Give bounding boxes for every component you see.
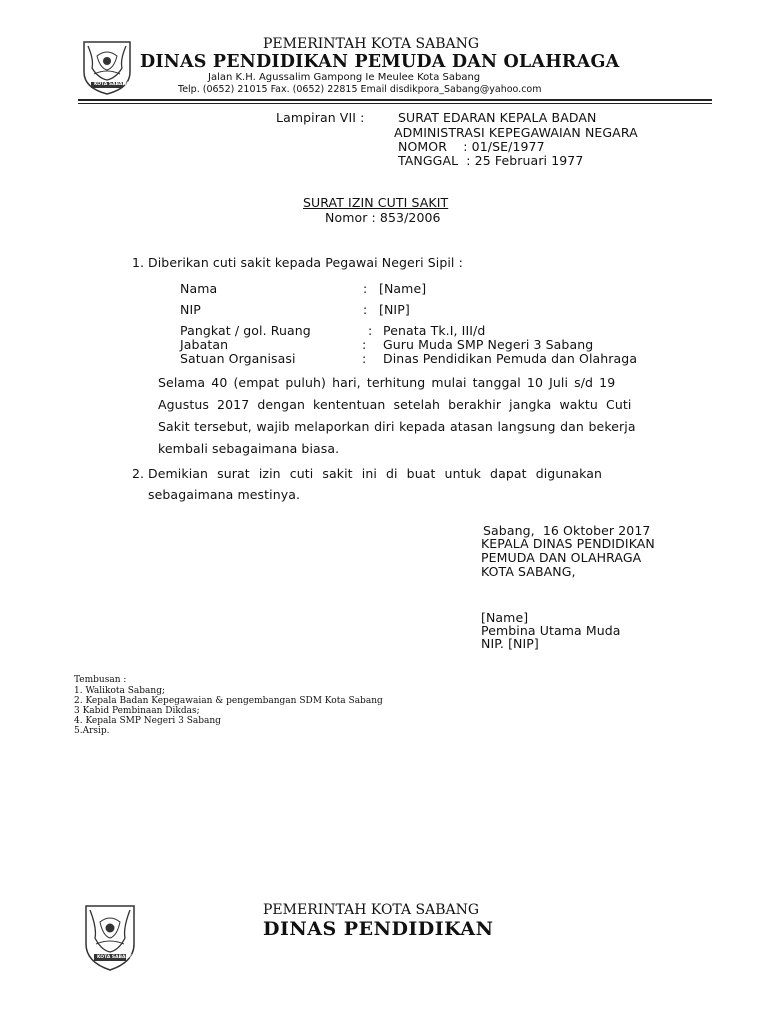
document-title: SURAT IZIN CUTI SAKIT: [303, 195, 449, 210]
field-label: Pangkat / gol. Ruang: [180, 323, 311, 338]
lampiran-label: Lampiran VII :: [276, 110, 365, 125]
paragraph-1-line-2: Agustus 2017 dengan kententuan setelah berakhir jangka waktu Cuti: [158, 397, 632, 412]
field-colon: :: [363, 281, 368, 296]
header-agency: DINAS PENDIDIKAN PEMUDA DAN OLAHRAGA: [140, 52, 620, 72]
field-label: Satuan Organisasi: [180, 351, 296, 366]
point-2-line-2: sebagaimana mestinya.: [148, 487, 301, 502]
kota-sabang-logo: [82, 902, 138, 972]
signatory-name: [Name]: [481, 610, 529, 625]
header-divider: [78, 99, 712, 101]
paragraph-1-line-3: Sakit tersebut, wajib melaporkan diri kepada atasan langsung dan bekerja: [158, 419, 636, 434]
logo-caption: KOTA SABANG: [94, 82, 130, 87]
field-label: Nama: [180, 281, 218, 296]
tembusan-item: 3 Kabid Pembinaan Dikdas;: [74, 706, 200, 716]
next-page-agency: DINAS PENDIDIKAN: [263, 918, 494, 940]
paragraph-1-line-1: Selama 40 (empat puluh) hari, terhitung mulai tanggal 10 Juli s/d 19: [158, 375, 616, 390]
field-label: NIP: [180, 302, 201, 317]
signature-place-date: Sabang, 16 Oktober 2017: [483, 523, 651, 538]
kota-sabang-logo: [80, 38, 134, 96]
field-colon: :: [363, 302, 368, 317]
field-label: Jabatan: [180, 337, 229, 352]
point-1-number: 1.: [132, 255, 145, 270]
point-1-text: Diberikan cuti sakit kepada Pegawai Negeri Sipil :: [148, 255, 463, 270]
field-value-nip: [NIP]: [379, 302, 410, 317]
header-government: PEMERINTAH KOTA SABANG: [263, 36, 480, 52]
field-colon: :: [362, 337, 367, 352]
lampiran-line-1: SURAT EDARAN KEPALA BADAN: [398, 110, 597, 125]
lampiran-line-3: NOMOR : 01/SE/1977: [398, 139, 545, 154]
logo-caption: KOTA SABANG: [97, 955, 133, 960]
field-colon: :: [362, 351, 367, 366]
document-number: Nomor : 853/2006: [325, 210, 441, 225]
signatory-nip: NIP. [NIP]: [481, 636, 539, 651]
lampiran-line-2: ADMINISTRASI KEPEGAWAIAN NEGARA: [394, 125, 638, 140]
field-value-unit: Dinas Pendidikan Pemuda dan Olahraga: [383, 351, 638, 366]
header-address: Jalan K.H. Agussalim Gampong Ie Meulee Kota Sabang: [208, 72, 481, 83]
paragraph-1-line-4: kembali sebagaimana biasa.: [158, 441, 340, 456]
tembusan-title: Tembusan :: [74, 675, 127, 685]
field-value-position: Guru Muda SMP Negeri 3 Sabang: [383, 337, 594, 352]
tembusan-item: 1. Walikota Sabang;: [74, 686, 166, 696]
point-2-line-1: Demikian surat izin cuti sakit ini di buat untuk dapat digunakan: [148, 466, 603, 481]
point-2-number: 2.: [132, 466, 145, 481]
field-value-rank: Penata Tk.I, III/d: [383, 323, 486, 338]
signature-office-1: KEPALA DINAS PENDIDIKAN: [481, 536, 655, 551]
field-value-name: [Name]: [379, 281, 427, 296]
tembusan-item: 5.Arsip.: [74, 726, 110, 736]
signature-office-2: PEMUDA DAN OLAHRAGA: [481, 550, 642, 565]
header-divider-thin: [78, 103, 712, 104]
tembusan-item: 4. Kepala SMP Negeri 3 Sabang: [74, 716, 221, 726]
next-page-government: PEMERINTAH KOTA SABANG: [263, 902, 480, 918]
lampiran-line-4: TANGGAL : 25 Februari 1977: [398, 153, 584, 168]
header-contact: Telp. (0652) 21015 Fax. (0652) 22815 Email disdikpora_Sabang@yahoo.com: [178, 84, 542, 95]
field-colon: :: [368, 323, 373, 338]
tembusan-item: 2. Kepala Badan Kepegawaian & pengembangan SDM Kota Sabang: [74, 696, 383, 706]
signature-office-3: KOTA SABANG,: [481, 564, 576, 579]
signatory-rank: Pembina Utama Muda: [481, 623, 621, 638]
